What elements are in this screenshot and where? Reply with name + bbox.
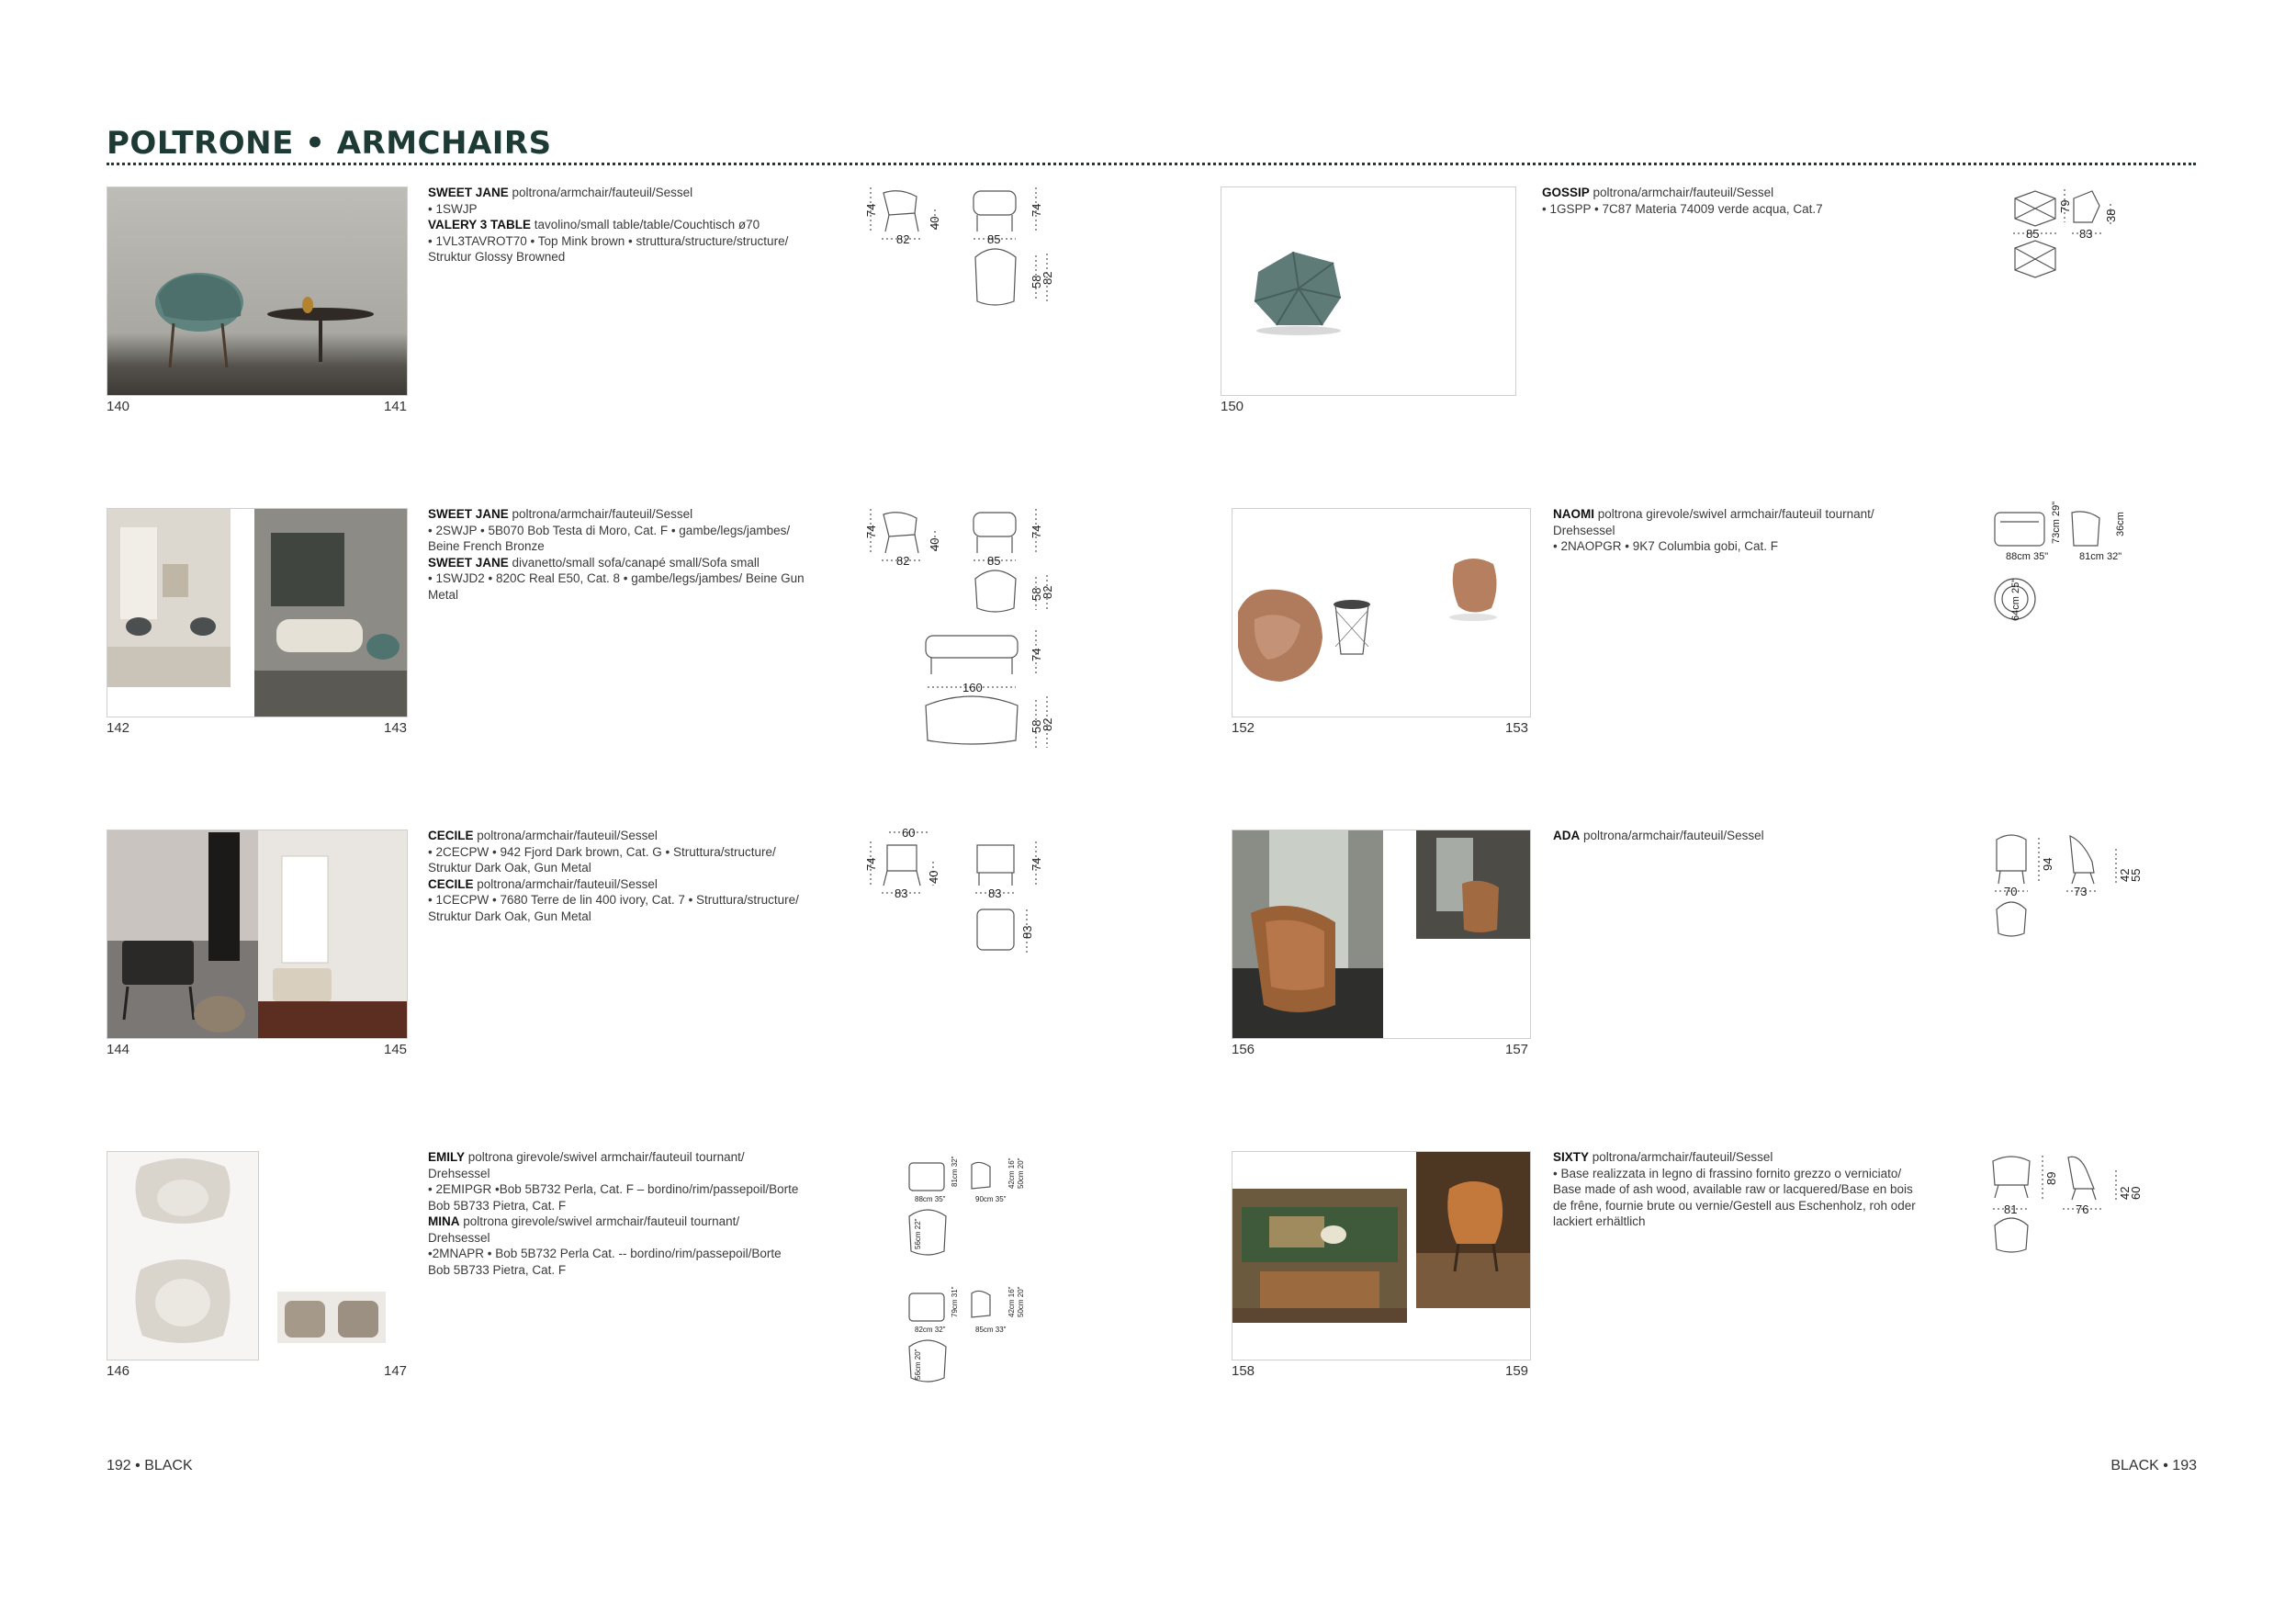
product-photo-naomi (1232, 508, 1531, 717)
svg-text:85cm 33": 85cm 33" (975, 1326, 1007, 1334)
svg-text:88cm 35": 88cm 35" (915, 1195, 946, 1203)
svg-text:83: 83 (2079, 227, 2093, 241)
technical-drawing-sweet-jane-2 (863, 507, 1065, 769)
page-number: 147 (384, 1363, 408, 1379)
page-number: 150 (1221, 399, 1244, 414)
svg-text:74: 74 (1030, 648, 1043, 661)
technical-drawing-ada (1987, 830, 2153, 954)
svg-text:74: 74 (864, 857, 878, 871)
technical-drawing-gossip (2008, 186, 2155, 291)
svg-text:70: 70 (2004, 885, 2018, 898)
page-number: 140 (107, 399, 130, 414)
svg-text:83: 83 (988, 886, 1002, 900)
technical-drawing-cecile (863, 825, 1065, 967)
page-number: 159 (1505, 1363, 1529, 1379)
svg-text:58: 58 (1030, 587, 1043, 601)
svg-text:94: 94 (2041, 857, 2054, 871)
svg-text:73: 73 (2074, 885, 2088, 898)
svg-text:38: 38 (2104, 209, 2118, 222)
svg-text:58: 58 (1030, 719, 1043, 733)
page-number: 146 (107, 1363, 130, 1379)
page-number: 144 (107, 1042, 130, 1057)
page-title: POLTRONE • ARMCHAIRS (107, 125, 552, 162)
svg-text:50cm 20": 50cm 20" (1017, 1286, 1025, 1317)
svg-text:74: 74 (1030, 203, 1043, 217)
product-photo-gossip (1221, 186, 1516, 396)
technical-drawing-emily-mina (906, 1156, 1071, 1394)
svg-text:42cm 16": 42cm 16" (1007, 1157, 1016, 1189)
svg-text:58: 58 (1030, 275, 1043, 288)
svg-text:74: 74 (1030, 525, 1043, 538)
product-photo-ada (1232, 830, 1531, 1039)
page-number: 143 (384, 720, 408, 736)
svg-text:79cm 31": 79cm 31" (951, 1286, 959, 1317)
svg-text:82: 82 (1041, 717, 1054, 731)
page-number: 152 (1232, 720, 1255, 736)
svg-text:60: 60 (902, 826, 916, 840)
svg-text:81: 81 (2004, 1202, 2018, 1216)
product-description-gossip: GOSSIP poltrona/armchair/fauteuil/Sessel • 1GSPP • 7C87 Materia 74009 verde acqua, Cat.7 (1542, 186, 1823, 216)
svg-text:73cm 29": 73cm 29" (2051, 501, 2062, 544)
svg-text:83: 83 (895, 886, 908, 900)
product-photo-sixty (1232, 1151, 1531, 1360)
svg-text:82: 82 (896, 554, 910, 568)
page-number: 141 (384, 399, 408, 414)
page-number: 142 (107, 720, 130, 736)
product-description-cecile: CECILE poltrona/armchair/fauteuil/Sessel • 2CECPW • 942 Fjord Dark brown, Cat. G • Struttura/structure/ Struktur Dark Oak, Gun Metal CECILE poltrona/armchair/fauteuil/Sessel • 1CECPW • 7680 Terre de lin 400 ivory, Cat. 7 • Struttura/structure/ Struktur Dark Oak, Gun Metal (428, 829, 799, 923)
svg-text:81cm 32": 81cm 32" (951, 1156, 959, 1187)
svg-text:85: 85 (987, 232, 1001, 246)
page-number: 153 (1505, 720, 1529, 736)
svg-text:82cm 32": 82cm 32" (915, 1326, 946, 1334)
title-divider (107, 163, 2196, 165)
svg-text:82: 82 (1041, 271, 1054, 285)
svg-text:40: 40 (927, 870, 940, 884)
svg-text:74: 74 (864, 203, 878, 217)
product-photo-emily-mina-small (277, 1292, 386, 1343)
product-description-sweet-jane: SWEET JANE poltrona/armchair/fauteuil/Sessel • 1SWJP VALERY 3 TABLE tavolino/small table/table/Couchtisch ø70 • 1VL3TAVROT70 • Top Mink brown • struttura/structure/structure/ Struktur Glossy Browned (428, 186, 789, 264)
svg-text:40: 40 (928, 537, 941, 551)
product-photo-cecile (107, 830, 408, 1039)
product-description-sweet-jane-2: SWEET JANE poltrona/armchair/fauteuil/Sessel • 2SWJP • 5B070 Bob Testa di Moro, Cat. F • gambe/legs/jambes/ Beine French Bronze SWEET JANE divanetto/small sofa/canapé small/Sofa small • 1SWJD2 • 820C Real E50, Cat. 8 • gambe/legs/jambes/ Beine Gun Metal (428, 507, 805, 602)
product-photo-sweet-jane (107, 186, 408, 396)
svg-text:56cm 20": 56cm 20" (914, 1349, 922, 1380)
svg-text:85: 85 (987, 554, 1001, 568)
svg-text:40: 40 (928, 216, 941, 230)
svg-text:85: 85 (2026, 227, 2040, 241)
svg-text:88cm 35": 88cm 35" (2006, 551, 2049, 562)
product-photo-emily-mina (107, 1151, 259, 1360)
svg-text:82: 82 (896, 232, 910, 246)
product-description-ada: ADA poltrona/armchair/fauteuil/Sessel (1553, 829, 1764, 842)
svg-text:90cm 35": 90cm 35" (975, 1195, 1007, 1203)
svg-text:64cm 25": 64cm 25" (2010, 578, 2021, 621)
svg-text:42: 42 (2118, 1186, 2132, 1200)
svg-text:82: 82 (1041, 585, 1054, 599)
page-number: 145 (384, 1042, 408, 1057)
page-number: 157 (1505, 1042, 1529, 1057)
product-description-naomi: NAOMI poltrona girevole/swivel armchair/fauteuil tournant/ Drehsessel • 2NAOPGR • 9K7 Columbia gobi, Cat. F (1553, 507, 1874, 553)
product-photo-sweet-jane-interior (107, 508, 408, 717)
product-description-emily-mina: EMILY poltrona girevole/swivel armchair/fauteuil tournant/ Drehsessel • 2EMIPGR •Bob 5B732 Perla, Cat. F – bordino/rim/passepoil/Borte Bob 5B733 Pietra, Cat. F MINA poltrona girevole/swivel armchair/fauteuil tournant/ Drehsessel •2MNAPR • Bob 5B732 Perla Cat. -- bordino/rim/passepoil/Borte Bob 5B733 Pietra, Cat. F (428, 1150, 799, 1277)
page-number: 158 (1232, 1363, 1255, 1379)
svg-text:42cm 16": 42cm 16" (1007, 1286, 1016, 1317)
svg-text:89: 89 (2044, 1171, 2058, 1185)
footer-left: 192 • BLACK (107, 1458, 193, 1473)
svg-text:36cm: 36cm (2115, 512, 2126, 536)
svg-text:56cm 22": 56cm 22" (914, 1218, 922, 1249)
technical-drawing-naomi (1991, 501, 2156, 633)
footer-right: BLACK • 193 (2110, 1458, 2197, 1473)
svg-text:160: 160 (962, 681, 983, 694)
svg-text:74: 74 (1030, 857, 1043, 871)
svg-text:60: 60 (2129, 1186, 2143, 1200)
svg-text:81cm 32": 81cm 32" (2079, 551, 2122, 562)
page-number: 156 (1232, 1042, 1255, 1057)
svg-text:76: 76 (2076, 1202, 2089, 1216)
svg-text:55: 55 (2129, 868, 2143, 882)
product-description-sixty: SIXTY poltrona/armchair/fauteuil/Sessel • Base realizzata in legno di frassino fornito grezzo o verniciato/ Base made of ash wood, available raw or lacquered/Base en bois de frêne, fournie brute ou vernie/Gestell aus Eschenholz, roh oder lackiert erhältlich (1553, 1150, 1916, 1228)
svg-text:79: 79 (2058, 199, 2072, 213)
svg-text:83: 83 (1020, 925, 1034, 939)
technical-drawing-sweet-jane (863, 186, 1065, 319)
svg-text:74: 74 (864, 525, 878, 538)
technical-drawing-sixty (1987, 1152, 2153, 1276)
svg-text:50cm 20": 50cm 20" (1017, 1157, 1025, 1189)
svg-text:42: 42 (2118, 868, 2132, 882)
